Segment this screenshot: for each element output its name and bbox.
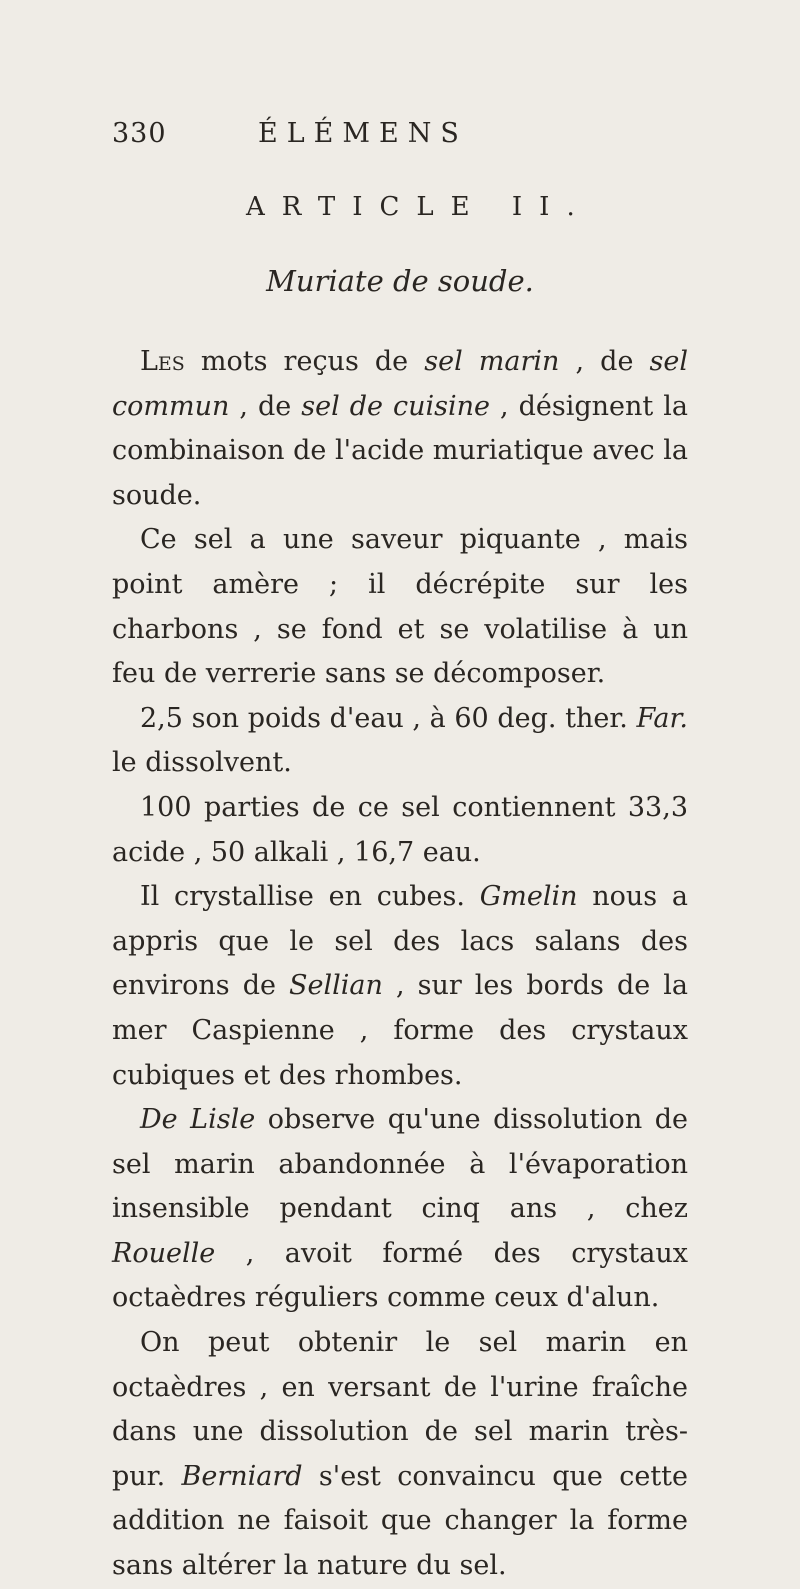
text-run: , de — [559, 346, 650, 377]
text-run: , de — [229, 390, 302, 422]
text-run: nous a appris que le sel des lacs salans des environs de — [112, 881, 688, 1002]
text-run: 100 parties de ce sel contiennent 33,3 acide , 50 alkali , 16,7 eau. — [112, 791, 688, 868]
italic-term: Gmelin — [479, 881, 578, 913]
paragraph — [112, 1321, 688, 1589]
text-run: On peut obtenir le sel marin en octaèdres , en versant de l'urine fraîche dans une dissolution de sel marin très-pur. — [112, 1327, 688, 1492]
opening-word: Les — [140, 346, 185, 377]
paragraph — [112, 786, 688, 875]
paragraph — [112, 697, 688, 786]
text-run: 2,5 son poids d'eau , à 60 deg. ther. — [140, 702, 637, 734]
article-title: ARTICLE II. — [246, 192, 592, 222]
paragraph — [112, 518, 688, 696]
italic-term: De Lisle — [140, 1104, 256, 1136]
text-run: observe qu'une dissolution de sel marin abandonnée à l'évaporation insensible pendant cinq ans , chez — [112, 1104, 689, 1225]
italic-term: sel commun — [112, 346, 688, 422]
italic-term: Rouelle — [112, 1237, 216, 1269]
paragraph — [112, 340, 688, 518]
paragraph — [112, 875, 688, 1098]
text-run: , avoit formé des crystaux octaèdres réguliers comme ceux d'alun. — [112, 1237, 688, 1314]
text-run: s'est convaincu que cette addition ne faisoit que changer la forme sans altérer la nature du sel. — [112, 1460, 689, 1582]
italic-term: Berniard — [181, 1460, 303, 1492]
page-number: 330 — [112, 118, 167, 149]
italic-term: Sellian — [289, 970, 383, 1002]
paragraph — [112, 1098, 688, 1321]
italic-term: sel de cuisine — [301, 390, 491, 422]
page-header — [108, 118, 668, 158]
section-subtitle: Muriate de soude. — [266, 264, 534, 298]
text-run: Ce sel a une saveur piquante , mais point amère ; il décrépite sur les charbons , se fond et se volatilise à un feu de verrerie sans se décomposer. — [112, 524, 688, 690]
text-run: , sur les bords de la mer Caspienne , forme des crystaux cubiques et des rhombes. — [112, 970, 688, 1091]
running-head: ÉLÉMENS — [258, 118, 468, 149]
text-run: mots reçus de — [184, 346, 425, 377]
italic-term: Far. — [636, 702, 688, 734]
text-run: Il crystallise en cubes. — [140, 881, 480, 913]
text-run: le dissolvent. — [112, 747, 292, 779]
text-run: , désignent la combinaison de l'acide muriatique avec la soude. — [112, 390, 688, 511]
italic-term: sel marin — [424, 346, 560, 377]
body-text — [112, 340, 688, 1589]
